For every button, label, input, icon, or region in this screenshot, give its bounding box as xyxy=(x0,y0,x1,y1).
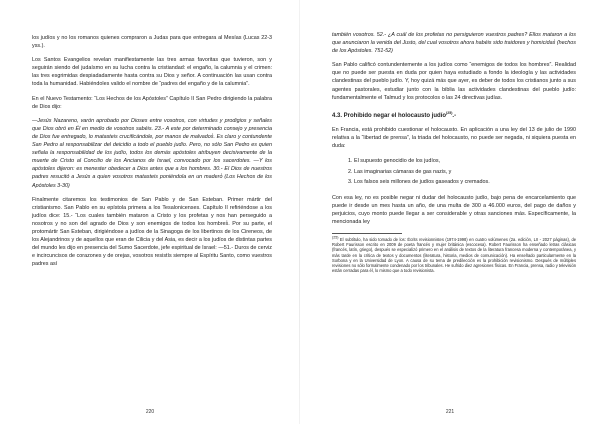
right-paragraph-3: En Francia, está prohibido cuestionar el holocausto. En aplicación a una ley del 13 de julio de 1990 relativa a la “libertad de prensa”, la triada del holocausto, no puede ser negada, ni siquiera puesta en duda: xyxy=(332,126,576,149)
left-paragraph-4-quote: —Jesús Nazareno, varón aprobado por Dioses entre vosotros, con virtudes y prodigios y señales que Dios obró en Él en medio de vosotros sabéis. 23.- A este por determinado consejo y presencia de Dios fue entregado, lo matasteis crucificándole, por manos de malvados̓. Es claro y contundente San Pedro al responsabilizar del deicidio a todo el pueblo judío. Pero, no sólo San Pedro es quien señala la responsabilidad de los judío, todos los demás apóstoles atribuyen decisivamente de la muerte de Cristo al Concilio de los Ancianos de Israel, convocado por los sacerdotes. —Y los apóstoles dijeron: es menester obedecer a Dios antes que a los hombres. 30.- El Dios de nuestros padres resucitó a Jesús a quien vosotros matasteis poniéndola en un madero̓ (Los Hechos de los Apóstoles 3-30) xyxy=(32,117,272,189)
page-number-right: 221 xyxy=(445,409,455,415)
section-heading: 4.3. Prohibido negar el holocausto judío$^{(25)}$.- xyxy=(332,110,457,119)
right-paragraph-2: San Pablo calificó contundentemente a los judíos como “enemigos de todos los hombres”. Realidad que no puede ser puesta en duda por quien haya estudiado a fondo la ideología y las actividades clandestinas del pueblo judío. Y, hoy quizá más que ayer, es deber de todos los cristianos junto a sus agentes pastorales, estudiar junto con la biblia las actividades clandestinas del pueblo judío: fundamentalmente el Talmud y los protocolos o las 24 directivas judías. xyxy=(332,62,576,101)
right-page xyxy=(300,0,600,424)
list-item: 2. Las imaginarias cámaras de gas nazis, y xyxy=(354,167,576,178)
right-paragraph-4: Con esa ley, no es posible negar ni dudar del holocausto judío, bajo pena de encarcelamiento que puede ir desde un mes hasta un año, de una multa de 300 a 46.000 euros, del pago de daños y perjuicios, cuyo monto puede llegar a ser considerable y otras sanciones más. Específicamente, la mencionada ley xyxy=(332,194,576,225)
footnote xyxy=(332,237,576,273)
left-paragraph-5: Finalmente citaremos los testimonios de San Pablo y de San Esteban. Primer mártir del cristianismo. San Pablo en su epístola primera a los Tesalonicenses. Capítulo II refiriéndose a los judíos dice: 15.- “Los cuales también mataron a Cristo y los profetas y nos han perseguido a nosotros y no son del agrado de Dios y son enemigos de todos los hombres̓. Por su parte, el protomártir San Esteban, dirigiéndose a judíos de la Sinagoga de los libertinos de los Cireneos, de los Alejandrinos y de aquellos que eran de Cilicia y del Asia, es decir a los judíos de distintas partes del mundo les dijo en presencia del Sumo Sacerdote, jefe espiritual de Israel: —51.- Duros de cerviz e incircuncisos de corazones y de orejas, vosotros resistís siempre al Espíritu Santo, como vuestros padres así xyxy=(32,196,272,268)
left-paragraph-2: Los Santos Evangelios revelan manifiestamente las tres armas favoritas que tuvieron, son y seguirán siendo del judaísmo en su lucha contra la cristiandad: el engaño, la calumnia y el crimen: las tres esgrimidas despiadadamente hasta contra su Dios y señor. A continuación las usan contra toda la humanidad. Habiéndoles valido el nombre de “padres del engaño y de la calumnia”. xyxy=(32,57,272,88)
footnote-marker: (25) xyxy=(332,235,339,240)
footnote-separator xyxy=(332,233,402,234)
list-item: 3. Los falsos seis millones de judíos gaseados y cremados. xyxy=(354,177,576,188)
right-paragraph-1-quote: también vosotros. 52.- ¿A cuál de los profetas no persiguieron vuestros padres? Ellos mataron a los que anunciaron la venida del Justo, del cual vosotros ahora habéis sido traidores y homicidas̓ (hechos de los Apóstoles. 751-52) xyxy=(332,32,576,55)
footnote-text: El subtítulo, ha sido tomado de los: Écrits revisionnistes (1974-1998) en cuatro volúmenes (2a. edición, LII - 2027 páginas), de Robert Faurisson escrito en 2009 de poeta francés y mujer británica (escocesa). Robert Faurisson ha enseñado letras clásicas (francés, latín, griego), después se especializó primero en el análisis de textos de la literatura francesa moderna y contemporánea, y más tarde en la crítica de textos y documentos (literatura, historia, medios de comunicación). Ha enseñado particularmente en la Sorbona y en la Universidad de Lyon. A causa de su tema de predilección es la prohibición revisionismo. Después de múltiples revisiones no sólo formalmente condenado por los tribunales. He sufrido diez agresiones físicas. En Francia, prensa, radio y televisión están cerradas para él, lo mismo que a todo revisionista. xyxy=(332,236,577,274)
list-item: 1. El supuesto genocidio de los judíos, xyxy=(354,156,576,167)
section-heading-text: 4.3. Prohibido negar el holocausto judío xyxy=(332,112,447,119)
left-paragraph-1: los judíos y no los romanos quienes compraron a Judas para que entregara al Mesías (Lucas 22-3 yss.). xyxy=(32,35,272,50)
page-number-left: 220 xyxy=(145,409,155,415)
holocaust-triad-list xyxy=(332,156,576,188)
left-paragraph-3: En el Nuevo Testamento: “Los Hechos de los Apóstoles” Capítulo II San Pedro dirigiendo la palabra de Dios dijo: xyxy=(32,95,272,110)
section-heading-footnote-ref: (25) xyxy=(446,110,453,115)
